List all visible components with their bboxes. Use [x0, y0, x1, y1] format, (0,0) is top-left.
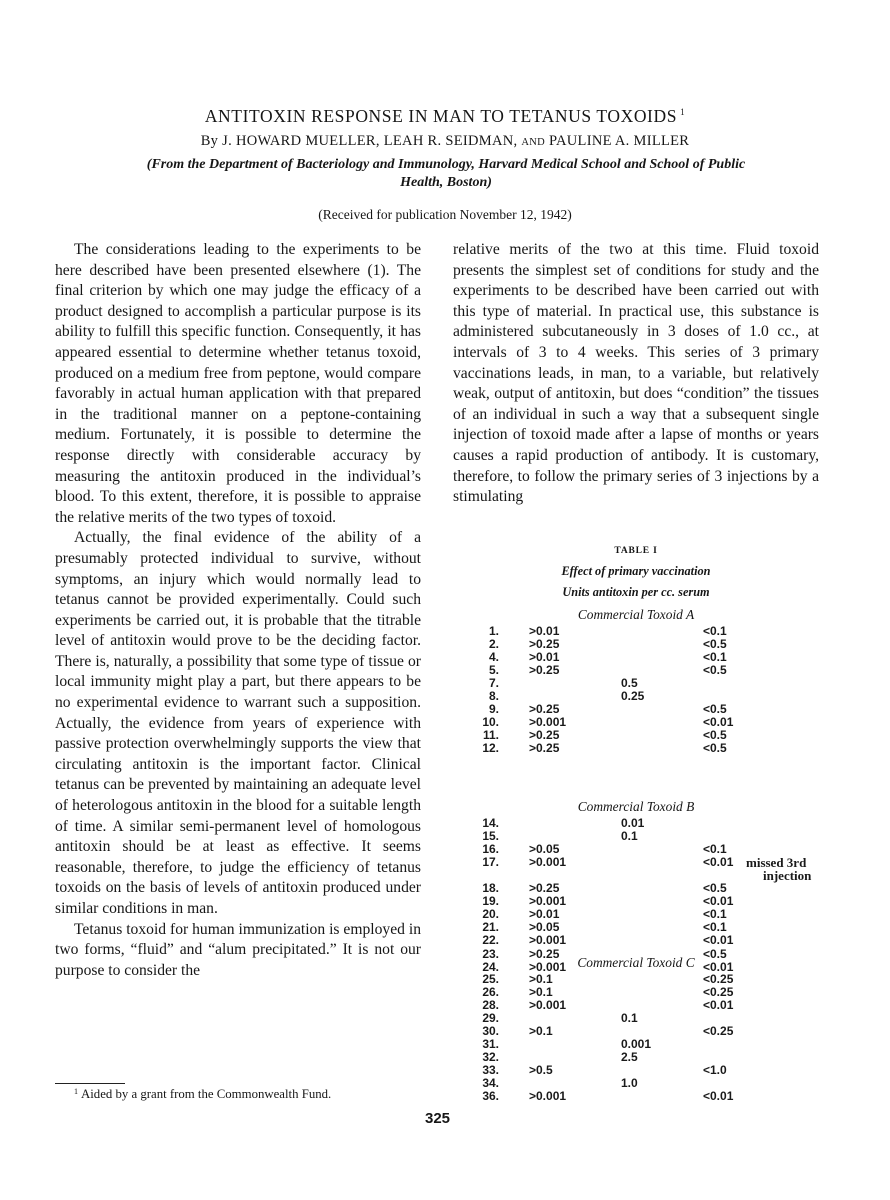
table-row — [0, 690, 890, 703]
exact-value: 0.001 — [621, 1037, 652, 1052]
row-number: 19. — [482, 894, 499, 909]
table-row — [0, 1038, 890, 1051]
right-column — [453, 240, 819, 508]
greater-than-value: >0.001 — [529, 715, 567, 730]
authors-prefix: By — [200, 133, 219, 149]
table-row — [0, 638, 890, 651]
table-row — [0, 677, 890, 690]
less-than-value: <0.25 — [703, 972, 734, 986]
greater-than-value: >0.1 — [529, 985, 553, 999]
less-than-value: <0.5 — [703, 637, 727, 651]
authors-last: PAULINE A. MILLER — [548, 133, 690, 149]
row-number: 5. — [488, 663, 499, 678]
row-number: 31. — [482, 1037, 499, 1052]
row-number: 32. — [482, 1050, 499, 1065]
exact-value: 0.1 — [621, 829, 638, 843]
less-than-value: <0.5 — [703, 728, 727, 743]
table-caption-1: Effect of primary vaccination — [561, 564, 711, 578]
greater-than-value: >0.25 — [529, 637, 560, 651]
affiliation: (From the Department of Bacteriology and Immunology, Harvard Medical School and School of Public Health, Boston) — [146, 157, 746, 190]
table-row — [0, 1051, 890, 1064]
article-title-text: ANTITOXIN RESPONSE IN MAN TO TETANUS TOXOIDS — [204, 106, 678, 126]
table-row — [0, 1064, 890, 1077]
table-section-heading: Commercial Toxoid B — [577, 799, 695, 814]
less-than-value: <0.1 — [703, 650, 727, 665]
greater-than-value: >0.25 — [529, 702, 560, 717]
paragraph-1: The considerations leading to the experiments to be here described have been presented elsewhere (1). The final criterion by which one may judge the efficacy of a product designed to accomplish a particular purpose is its ability to fulfill this specific function. Consequently, it has appeared essential to determine whether tetanus toxoid, produced on a medium free from peptone, would compare favorably in actual human application with that prepared in the traditional manner on a peptone-containing medium. Fortunately, it is possible to determine the response directly with considerable accuracy by measuring the antitoxin produced in the individual’s blood. To this extent, therefore, it is possible to appraise the relative merits of the two types of toxoid. — [55, 241, 421, 526]
row-number: 18. — [482, 881, 499, 896]
received-date: (Received for publication November 12, 1942) — [318, 207, 572, 222]
footnote-text: Aided by a grant from the Commonwealth Fund. — [81, 1087, 332, 1101]
row-note: missed 3rd — [746, 855, 807, 871]
table-label: TABLE I — [614, 546, 658, 556]
table-row — [0, 921, 890, 934]
greater-than-value: >0.25 — [529, 663, 560, 678]
greater-than-value: >0.25 — [529, 881, 560, 896]
greater-than-value: >0.001 — [529, 1089, 567, 1104]
table-row — [0, 1012, 890, 1025]
greater-than-value: >0.001 — [529, 959, 567, 974]
row-number: 15. — [482, 829, 499, 843]
row-number: 7. — [488, 676, 499, 691]
row-number: 4. — [488, 650, 499, 665]
row-number: 26. — [482, 985, 499, 999]
row-note-continued: injection — [763, 868, 812, 884]
table-row — [0, 830, 890, 843]
table-section-heading: Commercial Toxoid A — [577, 607, 695, 622]
row-number: 16. — [482, 842, 499, 857]
less-than-value: <0.01 — [703, 998, 734, 1013]
row-number: 28. — [482, 998, 499, 1013]
row-number: 33. — [482, 1063, 499, 1078]
less-than-value: <0.1 — [703, 920, 727, 935]
row-number: 2. — [488, 637, 499, 651]
row-number: 8. — [488, 689, 499, 704]
less-than-value: <0.01 — [703, 959, 734, 974]
authors-and: AND — [521, 137, 546, 148]
row-number: 36. — [482, 1089, 499, 1104]
table-row — [0, 1025, 890, 1038]
greater-than-value: >0.001 — [529, 855, 567, 870]
row-number: 29. — [482, 1011, 499, 1026]
less-than-value: <0.01 — [703, 1089, 734, 1104]
paragraph-3: Tetanus toxoid for human immunization is employed in two forms, “fluid” and “alum precipitated.” It is not our purpose to consider the — [55, 920, 421, 979]
exact-value: 0.25 — [621, 689, 645, 704]
table-row — [0, 908, 890, 921]
row-number: 25. — [482, 972, 499, 986]
table-row — [0, 973, 890, 986]
less-than-value: <0.5 — [703, 702, 727, 717]
greater-than-value: >0.01 — [529, 650, 560, 665]
less-than-value: <0.01 — [703, 933, 734, 948]
exact-value: 0.01 — [621, 816, 645, 830]
greater-than-value: >0.25 — [529, 946, 560, 961]
greater-than-value: >0.001 — [529, 894, 567, 909]
row-number: 30. — [482, 1024, 499, 1039]
row-number: 17. — [482, 855, 499, 870]
greater-than-value: >0.25 — [529, 728, 560, 743]
table-row — [0, 986, 890, 999]
less-than-value: <0.5 — [703, 946, 727, 961]
greater-than-value: >0.1 — [529, 1024, 553, 1039]
row-number: 20. — [482, 907, 499, 922]
table-row — [0, 895, 890, 908]
table-row — [0, 742, 890, 755]
page-number: 325 — [425, 1110, 451, 1127]
paragraph-2: Actually, the final evidence of the ability of a presumably protected individual to survive, without symptoms, an injury which would normally lead to tetanus cannot be provided experimentally. Could such experiments be carried out, it is probable that the titrable level of antitoxin would prove to be the deciding factor. There is, naturally, a possibility that some type of tissue or local immunity might play a part, but there appears to be no experimental evidence to warrant such a supposition. Actually, the evidence from years of experience with passive protection overwhelmingly supports the view that circulating antitoxin is the important factor. Clinical tetanus can be prevented by maintaining an adequate level of heterologous antitoxin in the blood for a suitable length of time. A similar semi-permanent level of homologous antitoxin should be at least as effective. It seems reasonable, therefore, to judge the efficiency of tetanus toxoids on the basis of levels of antitoxin produced under similar conditions in man. — [55, 529, 421, 917]
table-row — [0, 716, 890, 729]
less-than-value: <0.25 — [703, 1024, 734, 1039]
less-than-value: <0.1 — [703, 842, 727, 857]
table-caption-2: Units antitoxin per cc. serum — [562, 585, 710, 599]
row-number: 12. — [482, 741, 499, 756]
greater-than-value: >0.01 — [529, 907, 560, 922]
row-number: 14. — [482, 816, 499, 830]
exact-value: 0.5 — [621, 676, 638, 691]
table-row — [0, 664, 890, 677]
row-number: 22. — [482, 933, 499, 948]
table-section-heading: Commercial Toxoid C — [577, 955, 695, 970]
row-number: 21. — [482, 920, 499, 935]
less-than-value: <0.25 — [703, 985, 734, 999]
less-than-value: <0.1 — [703, 624, 727, 638]
authors-first: J. HOWARD MUELLER, LEAH R. SEIDMAN, — [222, 133, 518, 149]
exact-value: 0.1 — [621, 1011, 638, 1026]
row-number: 9. — [488, 702, 499, 717]
exact-value: 2.5 — [621, 1050, 638, 1065]
table-row — [0, 1090, 890, 1103]
greater-than-value: >0.5 — [529, 1063, 553, 1078]
greater-than-value: >0.25 — [529, 741, 560, 756]
table-row — [0, 1077, 890, 1090]
table-row — [0, 651, 890, 664]
row-number: 11. — [482, 728, 499, 743]
left-column — [55, 240, 421, 981]
greater-than-value: >0.05 — [529, 842, 560, 857]
table-row — [0, 999, 890, 1012]
greater-than-value: >0.01 — [529, 624, 560, 638]
less-than-value: <0.01 — [703, 894, 734, 909]
greater-than-value: >0.001 — [529, 933, 567, 948]
table-row — [0, 817, 890, 830]
table-row — [0, 855, 890, 884]
exact-value: 1.0 — [621, 1076, 638, 1091]
less-than-value: <0.01 — [703, 855, 734, 870]
table-row — [0, 729, 890, 742]
less-than-value: <0.5 — [703, 663, 727, 678]
author-line — [0, 133, 890, 150]
table-row — [0, 625, 890, 638]
table-row — [0, 934, 890, 947]
row-number: 23. — [482, 946, 499, 961]
row-number: 34. — [482, 1076, 499, 1091]
less-than-value: <0.01 — [703, 715, 734, 730]
less-than-value: <1.0 — [703, 1063, 727, 1078]
title-footnote-mark: 1 — [680, 107, 686, 117]
footnote-mark: 1 — [74, 1087, 78, 1096]
row-number: 24. — [482, 959, 499, 974]
greater-than-value: >0.001 — [529, 998, 567, 1013]
greater-than-value: >0.05 — [529, 920, 560, 935]
paragraph-continued: relative merits of the two at this time. Fluid toxoid presents the simplest set of conditions for study and the experiments to be described have been carried out with this type of material. In practical use, this substance is administered subcutaneously in 3 doses of 1.0 cc., at intervals of 3 to 4 weeks. This series of 3 primary vaccinations leads, in man, to a variable, but relatively weak, output of antitoxin, but does “condition” the tissues of an individual in such a way that a subsequent single injection of toxoid made after a lapse of months or years causes a rapid production of antibody. It is customary, therefore, to follow the primary series of 3 injections by a stimulating — [453, 241, 819, 506]
table-row — [0, 882, 890, 895]
less-than-value: <0.5 — [703, 741, 727, 756]
article-title — [0, 106, 890, 127]
greater-than-value: >0.1 — [529, 972, 553, 986]
less-than-value: <0.1 — [703, 907, 727, 922]
row-number: 10. — [482, 715, 499, 730]
row-number: 1. — [488, 624, 499, 638]
less-than-value: <0.5 — [703, 881, 727, 896]
table-row — [0, 703, 890, 716]
